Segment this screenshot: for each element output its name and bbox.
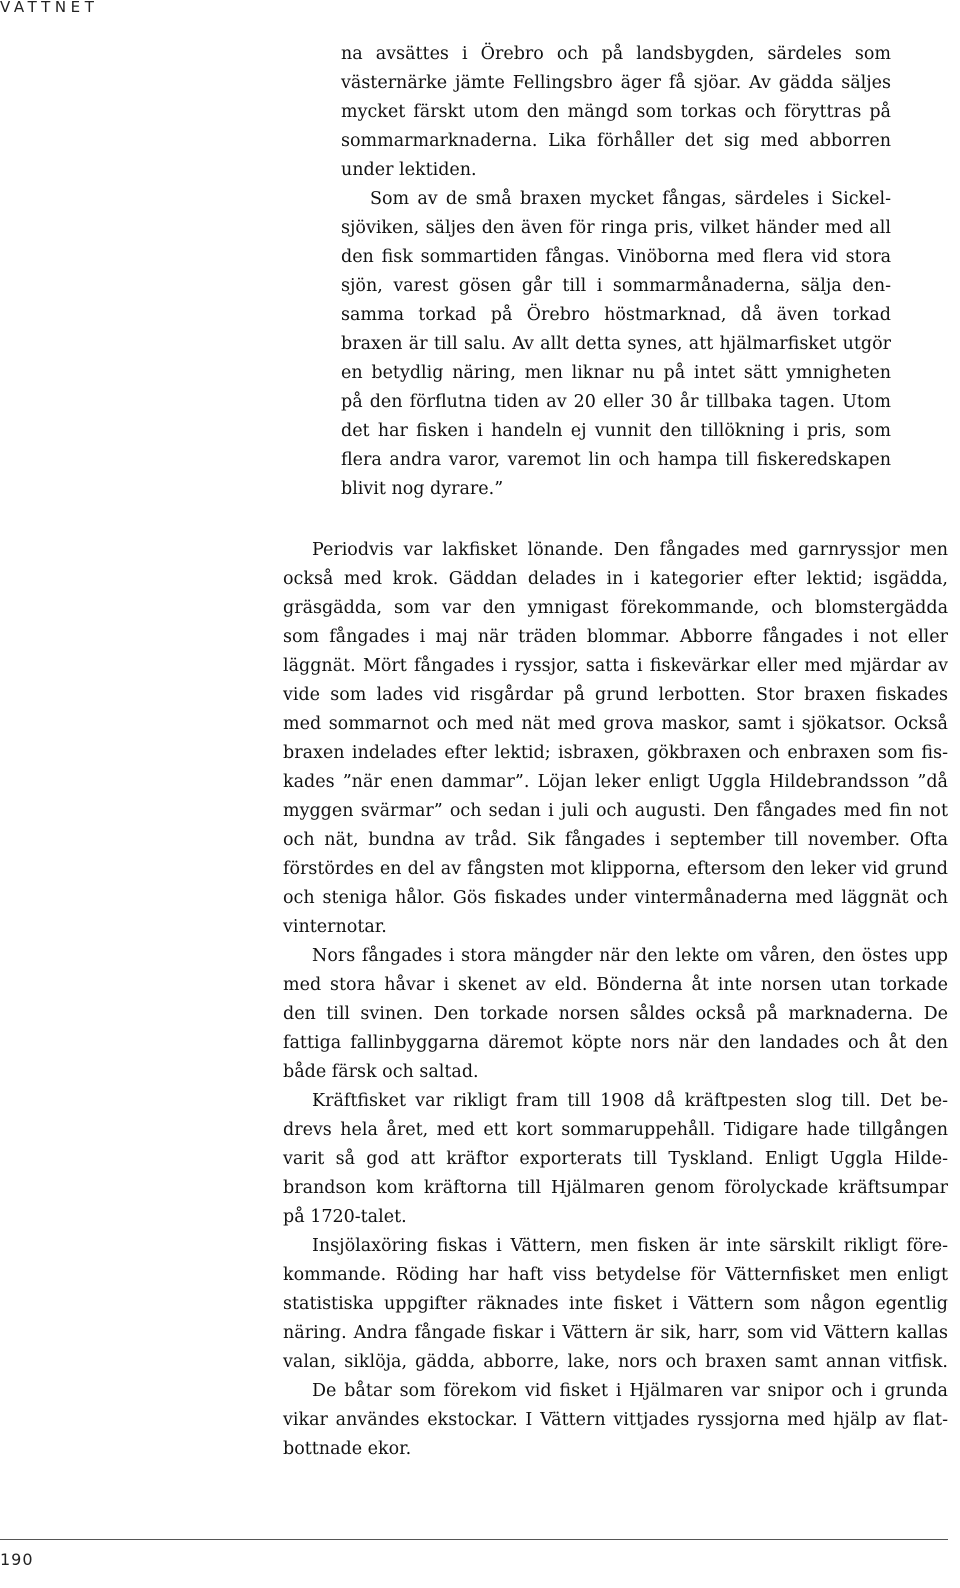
text-line: brandson kom kräftorna till Hjälmaren genom förolyckade kräftsumpar bbox=[283, 1178, 948, 1198]
text-line: näring. Andra fångade fiskar i Vättern är sik, harr, som vid Vättern kallas bbox=[283, 1323, 948, 1343]
text-line: den fisk sommartiden fångas. Vinöborna med flera vid stora bbox=[341, 247, 891, 267]
text-line: förstördes en del av fångsten mot klipporna, eftersom den leker vid grund bbox=[283, 859, 948, 879]
text-line: valan, siklöja, gädda, abborre, lake, nors och braxen samt annan vitfisk. bbox=[283, 1352, 948, 1372]
text-line: drevs hela året, med ett kort sommaruppehåll. Tidigare hade tillgången bbox=[283, 1120, 948, 1140]
quote-paragraph bbox=[341, 40, 891, 185]
text-line: sjön, varest gösen går till i sommarmånaderna, sälja den- bbox=[341, 276, 891, 296]
text-line: sjöviken, säljes den även för ringa pris, vilket händer med all bbox=[341, 218, 891, 238]
body-paragraph bbox=[283, 942, 948, 1087]
text-line: vide som lades vid risgårdar på grund lerbotten. Stor braxen fiskades bbox=[283, 685, 948, 705]
body-text bbox=[283, 536, 948, 1464]
text-line: en betydlig näring, men liknar nu på intet sätt ymnigheten bbox=[341, 363, 891, 383]
text-line: Periodvis var lakfisket lönande. Den fångades med garnryssjor men bbox=[312, 540, 948, 560]
text-line: med sommarnot och med nät med grova maskor, samt i sjökatsor. Också bbox=[283, 714, 948, 734]
text-line: mycket färskt utom den mängd som torkas och föryttras på bbox=[341, 102, 891, 122]
text-line: på 1720-talet. bbox=[283, 1207, 407, 1227]
text-line: vinternotar. bbox=[283, 917, 387, 937]
page-number: 190 bbox=[0, 1550, 34, 1569]
text-line: på den förflutna tiden av 20 eller 30 år tillbaka tagen. Utom bbox=[341, 392, 891, 412]
text-line: Kräftfisket var rikligt fram till 1908 då kräftpesten slog till. Det be- bbox=[312, 1091, 948, 1111]
body-paragraph bbox=[283, 1087, 948, 1232]
text-line: och steniga hålor. Gös fiskades under vintermånaderna med läggnät och bbox=[283, 888, 948, 908]
text-line: De båtar som förekom vid fisket i Hjälmaren var snipor och i grunda bbox=[312, 1381, 948, 1401]
text-line: vikar användes ekstockar. I Vättern vittjades ryssjorna med hjälp av flat- bbox=[283, 1410, 948, 1430]
text-line: sommarmarknaderna. Lika förhåller det sig med abborren bbox=[341, 131, 891, 151]
text-line: na avsättes i Örebro och på landsbygden, särdeles som bbox=[341, 44, 891, 64]
text-line: det har fisken i handeln ej vunnit den tillökning i pris, som bbox=[341, 421, 891, 441]
text-line: också med krok. Gäddan delades in i kategorier efter lektid; isgädda, bbox=[283, 569, 948, 589]
text-line: västernärke jämte Fellingsbro äger få sjöar. Av gädda säljes bbox=[341, 73, 891, 93]
text-line: flera andra varor, varemot lin och hampa till fiskeredskapen bbox=[341, 450, 891, 470]
body-paragraph bbox=[283, 536, 948, 942]
text-line: braxen är till salu. Av allt detta synes, att hjälmarfisket utgör bbox=[341, 334, 891, 354]
block-quote bbox=[341, 40, 891, 504]
text-line: med stora håvar i skenet av eld. Bönderna åt inte norsen utan torkade bbox=[283, 975, 948, 995]
text-line: bottnade ekor. bbox=[283, 1439, 412, 1459]
text-line: myggen svärmar” och sedan i juli och augusti. Den fångades med fin not bbox=[283, 801, 948, 821]
body-paragraph bbox=[283, 1377, 948, 1464]
text-line: och nät, bundna av tråd. Sik fångades i september till november. Ofta bbox=[283, 830, 948, 850]
text-line: kades ”när enen dammar”. Löjan leker enligt Uggla Hildebrandsson ”då bbox=[283, 772, 948, 792]
text-line: Som av de små braxen mycket fångas, särdeles i Sickel- bbox=[370, 189, 891, 209]
text-line: samma torkad på Örebro höstmarknad, då även torkad bbox=[341, 305, 891, 325]
running-head: VATTNET bbox=[0, 0, 99, 16]
text-line: Insjölaxöring fiskas i Vättern, men fisken är inte särskilt rikligt före- bbox=[312, 1236, 948, 1256]
quote-paragraph bbox=[341, 185, 891, 504]
text-line: gräsgädda, som var den ymnigast förekommande, och blomstergädda bbox=[283, 598, 948, 618]
text-line: braxen indelades efter lektid; isbraxen, gökbraxen och enbraxen som fis- bbox=[283, 743, 948, 763]
body-paragraph bbox=[283, 1232, 948, 1377]
text-line: läggnät. Mört fångades i ryssjor, satta i fiskevärkar eller med mjärdar av bbox=[283, 656, 948, 676]
text-line: statistiska uppgifter räknades inte fisket i Vättern som någon egentlig bbox=[283, 1294, 948, 1314]
text-line: den till svinen. Den torkade norsen såldes också på marknaderna. De bbox=[283, 1004, 948, 1024]
text-line: under lektiden. bbox=[341, 160, 477, 180]
text-line: blivit nog dyrare.” bbox=[341, 479, 504, 499]
footer-rule bbox=[0, 1539, 948, 1540]
text-line: Nors fångades i stora mängder när den lekte om våren, den östes upp bbox=[312, 946, 948, 966]
text-line: fattiga fallinbyggarna däremot köpte nors när den landades och åt den bbox=[283, 1033, 948, 1053]
text-line: som fångades i maj när träden blommar. Abborre fångades i not eller bbox=[283, 627, 948, 647]
text-line: varit så god att kräftor exporterats till Tyskland. Enligt Uggla Hilde- bbox=[283, 1149, 948, 1169]
text-line: både färsk och saltad. bbox=[283, 1062, 479, 1082]
text-line: kommande. Röding har haft viss betydelse för Vätternfisket men enligt bbox=[283, 1265, 948, 1285]
